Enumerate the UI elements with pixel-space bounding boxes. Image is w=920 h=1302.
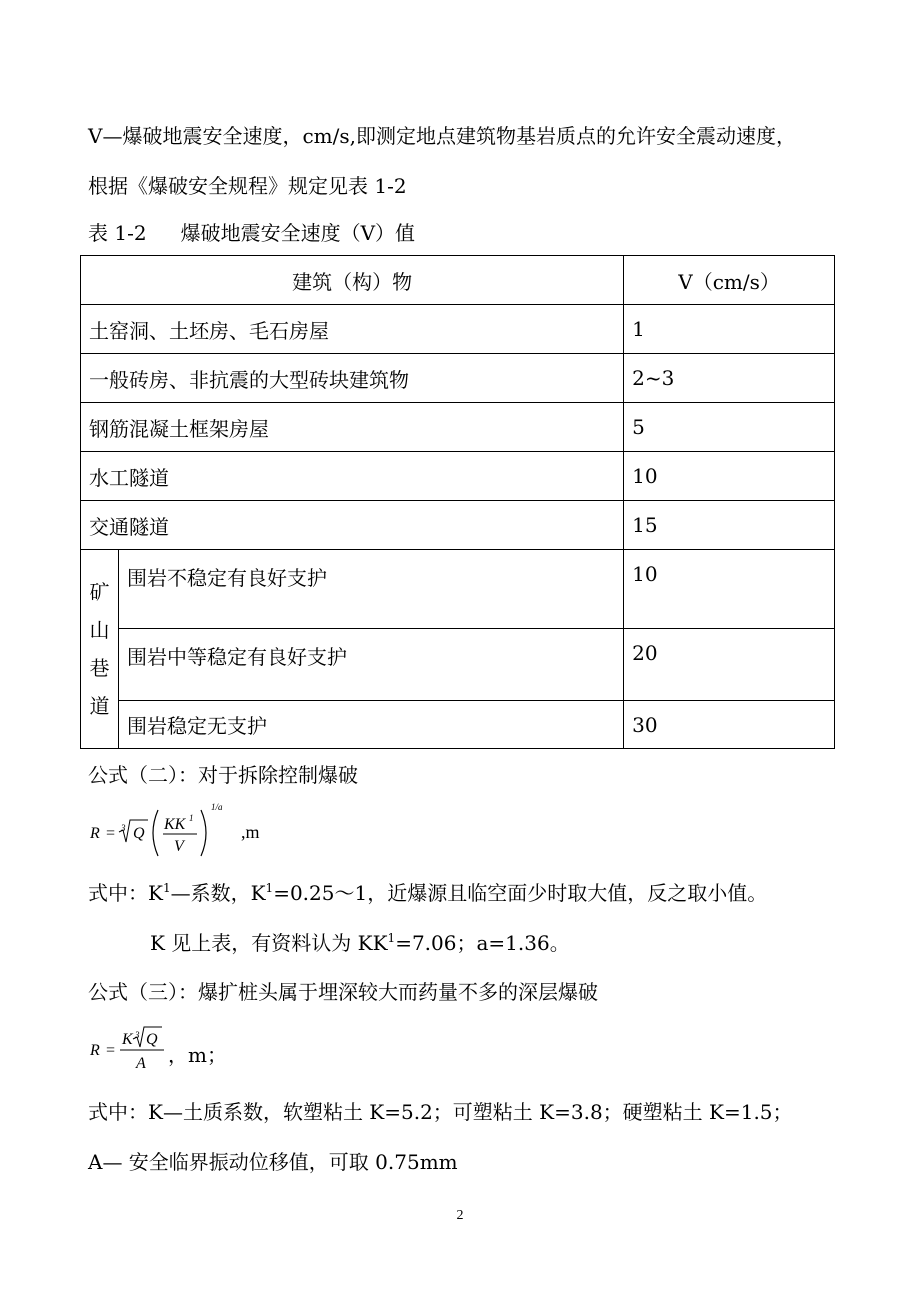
note-text: K 见上表，有资料认为 KK	[150, 931, 388, 955]
formula3-unit: ，m；	[168, 1043, 227, 1067]
mine-roadway-group-cell	[81, 550, 119, 749]
formula3-lhs: R	[90, 1042, 100, 1059]
table-caption	[88, 220, 415, 246]
note-sup: 1	[265, 881, 274, 895]
formula3-radicand: Q	[146, 1031, 158, 1048]
formula3-note-a: A— 安全临界振动位移值，可取 0.75mm	[88, 1150, 458, 1174]
structure-cell: 钢筋混凝土框架房屋	[81, 403, 624, 452]
formula3-equals: =	[105, 1042, 116, 1059]
structure-cell: 围岩中等稳定有良好支护	[118, 629, 623, 701]
velocity-cell: 2~3	[624, 354, 835, 403]
formula3-heading: 公式（三）：爆扩桩头属于埋深较大而药量不多的深层爆破	[88, 980, 598, 1004]
structure-cell: 水工隧道	[81, 452, 624, 501]
structure-cell: 土窑洞、土坯房、毛石房屋	[81, 305, 624, 354]
formula2-left-paren	[153, 810, 158, 856]
v-definition-text: V—爆破地震安全速度，cm/s,即测定地点建筑物基岩质点的允许安全震动速度，	[88, 124, 796, 148]
formula2-numerator-sup: 1	[189, 813, 194, 823]
velocity-cell: 30	[624, 701, 835, 749]
table-row	[81, 452, 835, 501]
velocity-table	[80, 255, 835, 749]
note-text: =7.06；a=1.36。	[395, 931, 570, 955]
formula2-equation	[86, 798, 286, 866]
formula2-root-index: 3	[121, 823, 126, 833]
velocity-cell: 5	[624, 403, 835, 452]
table-row	[81, 701, 835, 749]
formula2-equals: =	[105, 825, 116, 842]
table-row	[81, 354, 835, 403]
note-sup: 1	[387, 931, 396, 945]
table-header-row	[81, 256, 835, 305]
table-row	[81, 403, 835, 452]
structure-cell: 围岩稳定无支护	[118, 701, 623, 749]
note-text: 式中：K	[88, 881, 163, 905]
formula2-exponent: 1/a	[211, 802, 223, 812]
formula2-heading: 公式（二）：对于拆除控制爆破	[88, 763, 358, 787]
formula2-radicand: Q	[133, 825, 145, 842]
mine-group-char: 巷	[89, 656, 110, 680]
velocity-cell: 20	[624, 629, 835, 701]
mine-group-char: 矿	[89, 580, 110, 604]
page-number: 2	[456, 1208, 464, 1223]
note-sup: 1	[162, 881, 171, 895]
note-text: =0.25～1，近爆源且临空面少时取大值，反之取小值。	[273, 881, 768, 905]
table-row	[81, 550, 835, 629]
structure-cell: 一般砖房、非抗震的大型砖块建筑物	[81, 354, 624, 403]
formula3-note-k: 式中：K—土质系数，软塑粘土 K=5.2；可塑粘土 K=3.8；硬塑粘土 K=1.5；	[88, 1100, 793, 1124]
formula2-note-kk1	[150, 930, 570, 956]
formula3-numerator-k: K	[122, 1031, 133, 1048]
velocity-cell: 10	[624, 452, 835, 501]
formula2-note-k1	[88, 880, 767, 906]
table-caption-number: 表 1-2	[88, 221, 147, 245]
mine-group-char: 山	[89, 618, 110, 642]
velocity-cell: 10	[624, 550, 835, 629]
formula2-unit: ,m	[241, 822, 260, 842]
v-reference-text: 根据《爆破安全规程》规定见表 1-2	[88, 174, 407, 198]
formula2-right-paren	[201, 810, 206, 856]
table-row	[81, 629, 835, 701]
mine-group-char: 道	[89, 694, 110, 718]
formula2-numerator: KK	[164, 816, 186, 833]
velocity-cell: 1	[624, 305, 835, 354]
table-row	[81, 501, 835, 550]
header-velocity: V（cm/s）	[624, 256, 835, 305]
table-row	[81, 305, 835, 354]
structure-cell: 围岩不稳定有良好支护	[118, 550, 623, 629]
formula2-lhs: R	[90, 825, 100, 842]
formula2-denominator: V	[174, 838, 184, 855]
note-text: —系数，K	[170, 881, 266, 905]
formula3-denominator: A	[136, 1055, 146, 1072]
formula3-root-index: 3	[135, 1030, 140, 1040]
velocity-cell: 15	[624, 501, 835, 550]
header-structure: 建筑（构）物	[81, 256, 624, 305]
structure-cell: 交通隧道	[81, 501, 624, 550]
table-caption-title: 爆破地震安全速度（V）值	[180, 221, 416, 245]
